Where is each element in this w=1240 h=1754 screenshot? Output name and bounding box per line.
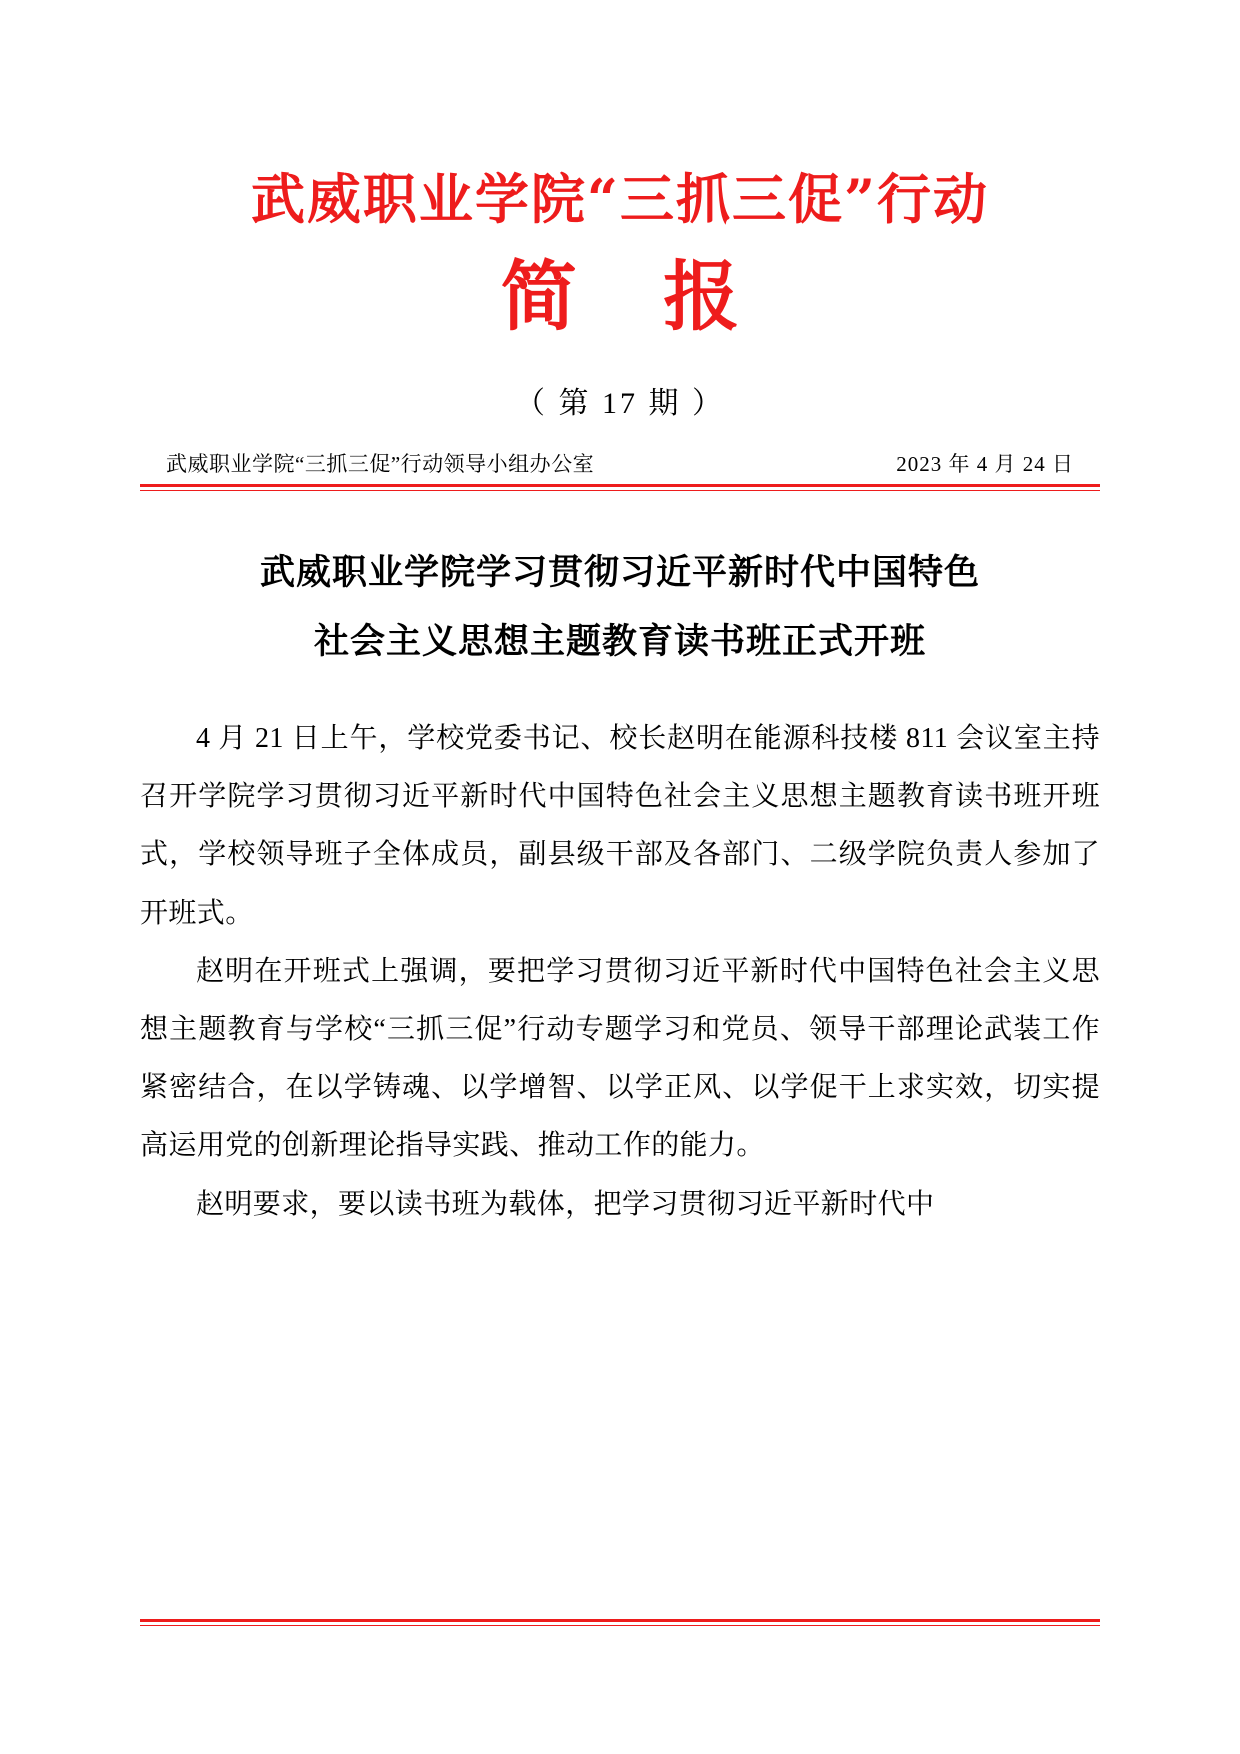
masthead-meta-row [140,448,1100,484]
issuing-office: 武威职业学院“三抓三促”行动领导小组办公室 [166,452,595,477]
article-paragraph: 赵明在开班式上强调，要把学习贯彻习近平新时代中国特色社会主义思想主题教育与学校“三抓三促”行动专题学习和党员、领导干部理论武装工作紧密结合，在以学铸魂、以学增智、以学正风、以学促干上求实效，切实提高运用党的创新理论指导实践、推动工作的能力。 [140,955,1100,1162]
masthead-title-line2: 简 报 [500,251,770,341]
article-paragraph: 赵明要求，要以读书班为载体，把学习贯彻习近平新时代中 [196,1188,935,1220]
article-title-line1: 武威职业学院学习贯彻习近平新时代中国特色 [259,552,980,594]
article-paragraph: 4 月 21 日上午，学校党委书记、校长赵明在能源科技楼 811 会议室主持召开学院学习贯彻习近平新时代中国特色社会主义思想主题教育读书班开班式，学校领导班子全体成员，副县级干部及各部门、二级学院负责人参加了开班式。 [140,722,1100,929]
masthead [140,0,1100,422]
article-title [140,539,1100,676]
footer-divider [140,1619,1100,1626]
masthead-title-line1: 武威职业学院“三抓三促”行动 [250,167,990,231]
header-divider [140,484,1100,491]
issue-date: 2023 年 4 月 24 日 [896,452,1074,477]
article-title-line2: 社会主义思想主题教育读书班正式开班 [313,620,926,662]
issue-number: （ 第 17 期 ） [515,387,725,421]
article-body [140,710,1100,1234]
